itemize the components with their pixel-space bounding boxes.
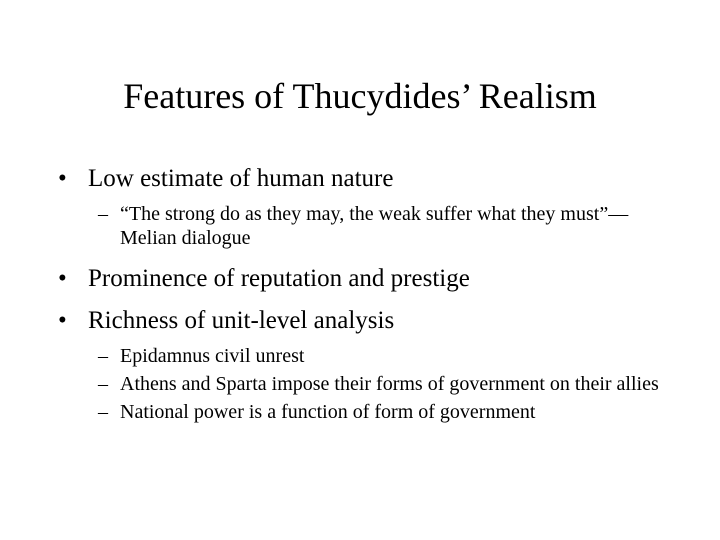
bullet-icon: • (58, 165, 67, 192)
dash-icon: – (98, 401, 108, 423)
bullet-text: Low estimate of human nature (88, 165, 394, 192)
sub-bullet-text: National power is a function of form of government (120, 401, 536, 423)
dash-icon: – (98, 203, 108, 225)
sub-bullet-text: Epidamnus civil unrest (120, 345, 305, 367)
bullet-text: Richness of unit-level analysis (88, 307, 395, 334)
slide-title: Features of Thucydides’ Realism (123, 76, 597, 116)
bullet-point-unit-level (58, 302, 678, 340)
sub-bullet-epidamnus (58, 344, 678, 368)
bullet-text: Prominence of reputation and prestige (88, 265, 470, 292)
bullet-list (58, 160, 678, 424)
bullet-point-human-nature (58, 160, 678, 198)
bullet-icon: • (58, 307, 67, 334)
dash-icon: – (98, 373, 108, 395)
bullet-point-reputation (58, 260, 678, 298)
dash-icon: – (98, 345, 108, 367)
bullet-icon: • (58, 265, 67, 292)
spacer (58, 250, 678, 260)
sub-bullet-text: Athens and Sparta impose their forms of government on their allies (120, 373, 659, 395)
sub-bullet-national-power (58, 400, 678, 424)
sub-bullet-text: “The strong do as they may, the weak suffer what they must”—Melian dialogue (120, 203, 629, 249)
sub-bullet-melian-quote (58, 202, 678, 250)
sub-bullet-athens-sparta (58, 372, 678, 396)
